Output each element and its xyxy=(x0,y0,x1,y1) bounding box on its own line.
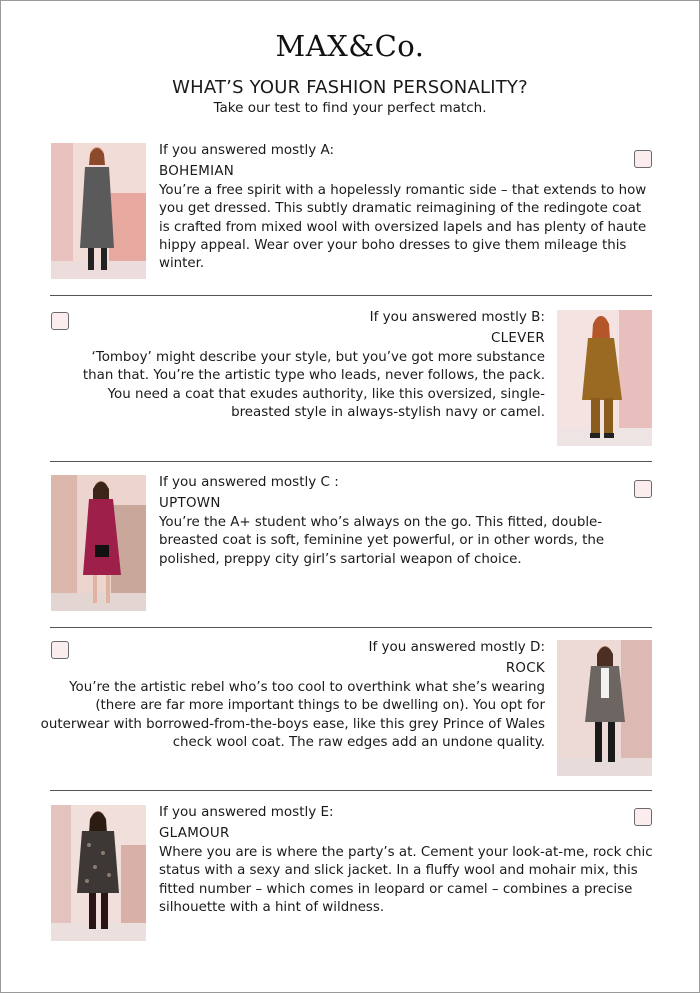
answer-label: If you answered mostly D: xyxy=(368,639,545,655)
brand-logo: MAX&Co. xyxy=(275,29,425,63)
model-photo xyxy=(557,310,652,446)
page-title: WHAT’S YOUR FASHION PERSONALITY? xyxy=(172,77,528,98)
page-subtitle: Take our test to find your perfect match. xyxy=(213,100,487,116)
result-text xyxy=(37,638,545,752)
style-description: ‘Tomboy’ might describe your style, but you’ve got more substance than that. You’re the artistic type who leads, never follows, the pack. You need a coat that exudes authority, like this oversized, single-breasted style in always-stylish navy or camel. xyxy=(82,349,545,421)
result-text xyxy=(159,803,659,917)
result-section-d xyxy=(1,638,700,778)
section-divider xyxy=(50,627,652,628)
style-description: You’re the artistic rebel who’s too cool to overthink what she’s wearing (there are far more important things to be dwelling on). You opt for outerwear with borrowed-from-the-boys ease, like this grey Prince of Wales check wool coat. The raw edges add an undone quality. xyxy=(40,679,545,751)
result-section-b xyxy=(1,308,700,448)
answer-label: If you answered mostly E: xyxy=(159,804,334,820)
style-description: You’re a free spirit with a hopelessly romantic side – that extends to how you get dressed. This subtly dramatic reimagining of the redingote coat is crafted from mixed wool with oversized lapels and has plenty of haute hippy appeal. Wear over your boho dresses to give them mileage this winter. xyxy=(159,182,647,272)
result-text xyxy=(159,141,651,274)
select-checkbox[interactable] xyxy=(634,480,652,498)
result-text xyxy=(61,308,545,422)
section-divider xyxy=(50,295,652,296)
select-checkbox[interactable] xyxy=(634,808,652,826)
answer-label: If you answered mostly C : xyxy=(159,474,339,490)
result-section-c xyxy=(1,473,700,613)
style-name: ROCK xyxy=(505,661,545,677)
section-divider xyxy=(50,790,652,791)
model-photo xyxy=(557,640,652,776)
answer-label: If you answered mostly A: xyxy=(159,142,335,158)
section-divider xyxy=(50,461,652,462)
select-checkbox[interactable] xyxy=(634,150,652,168)
model-photo xyxy=(51,805,146,941)
result-section-e xyxy=(1,803,700,943)
style-description: Where you are is where the party’s at. Cement your look-at-me, rock chic status with a sexy and slick jacket. In a fluffy wool and mohair mix, this fitted number – which comes in leopard or camel – combines a precise silhouette with a hint of wildness. xyxy=(159,844,653,916)
style-name: GLAMOUR xyxy=(159,826,230,842)
style-name: CLEVER xyxy=(491,331,545,347)
style-description: You’re the A+ student who’s always on the go. This fitted, double-breasted coat is soft, feminine yet powerful, or in other words, the polished, preppy city girl’s sartorial weapon of choice. xyxy=(159,514,605,567)
model-photo xyxy=(51,475,146,611)
result-text xyxy=(159,473,651,569)
answer-label: If you answered mostly B: xyxy=(369,309,545,325)
style-name: UPTOWN xyxy=(159,496,221,512)
model-photo xyxy=(51,143,146,279)
result-section-a xyxy=(1,141,700,281)
style-name: BOHEMIAN xyxy=(159,164,235,180)
